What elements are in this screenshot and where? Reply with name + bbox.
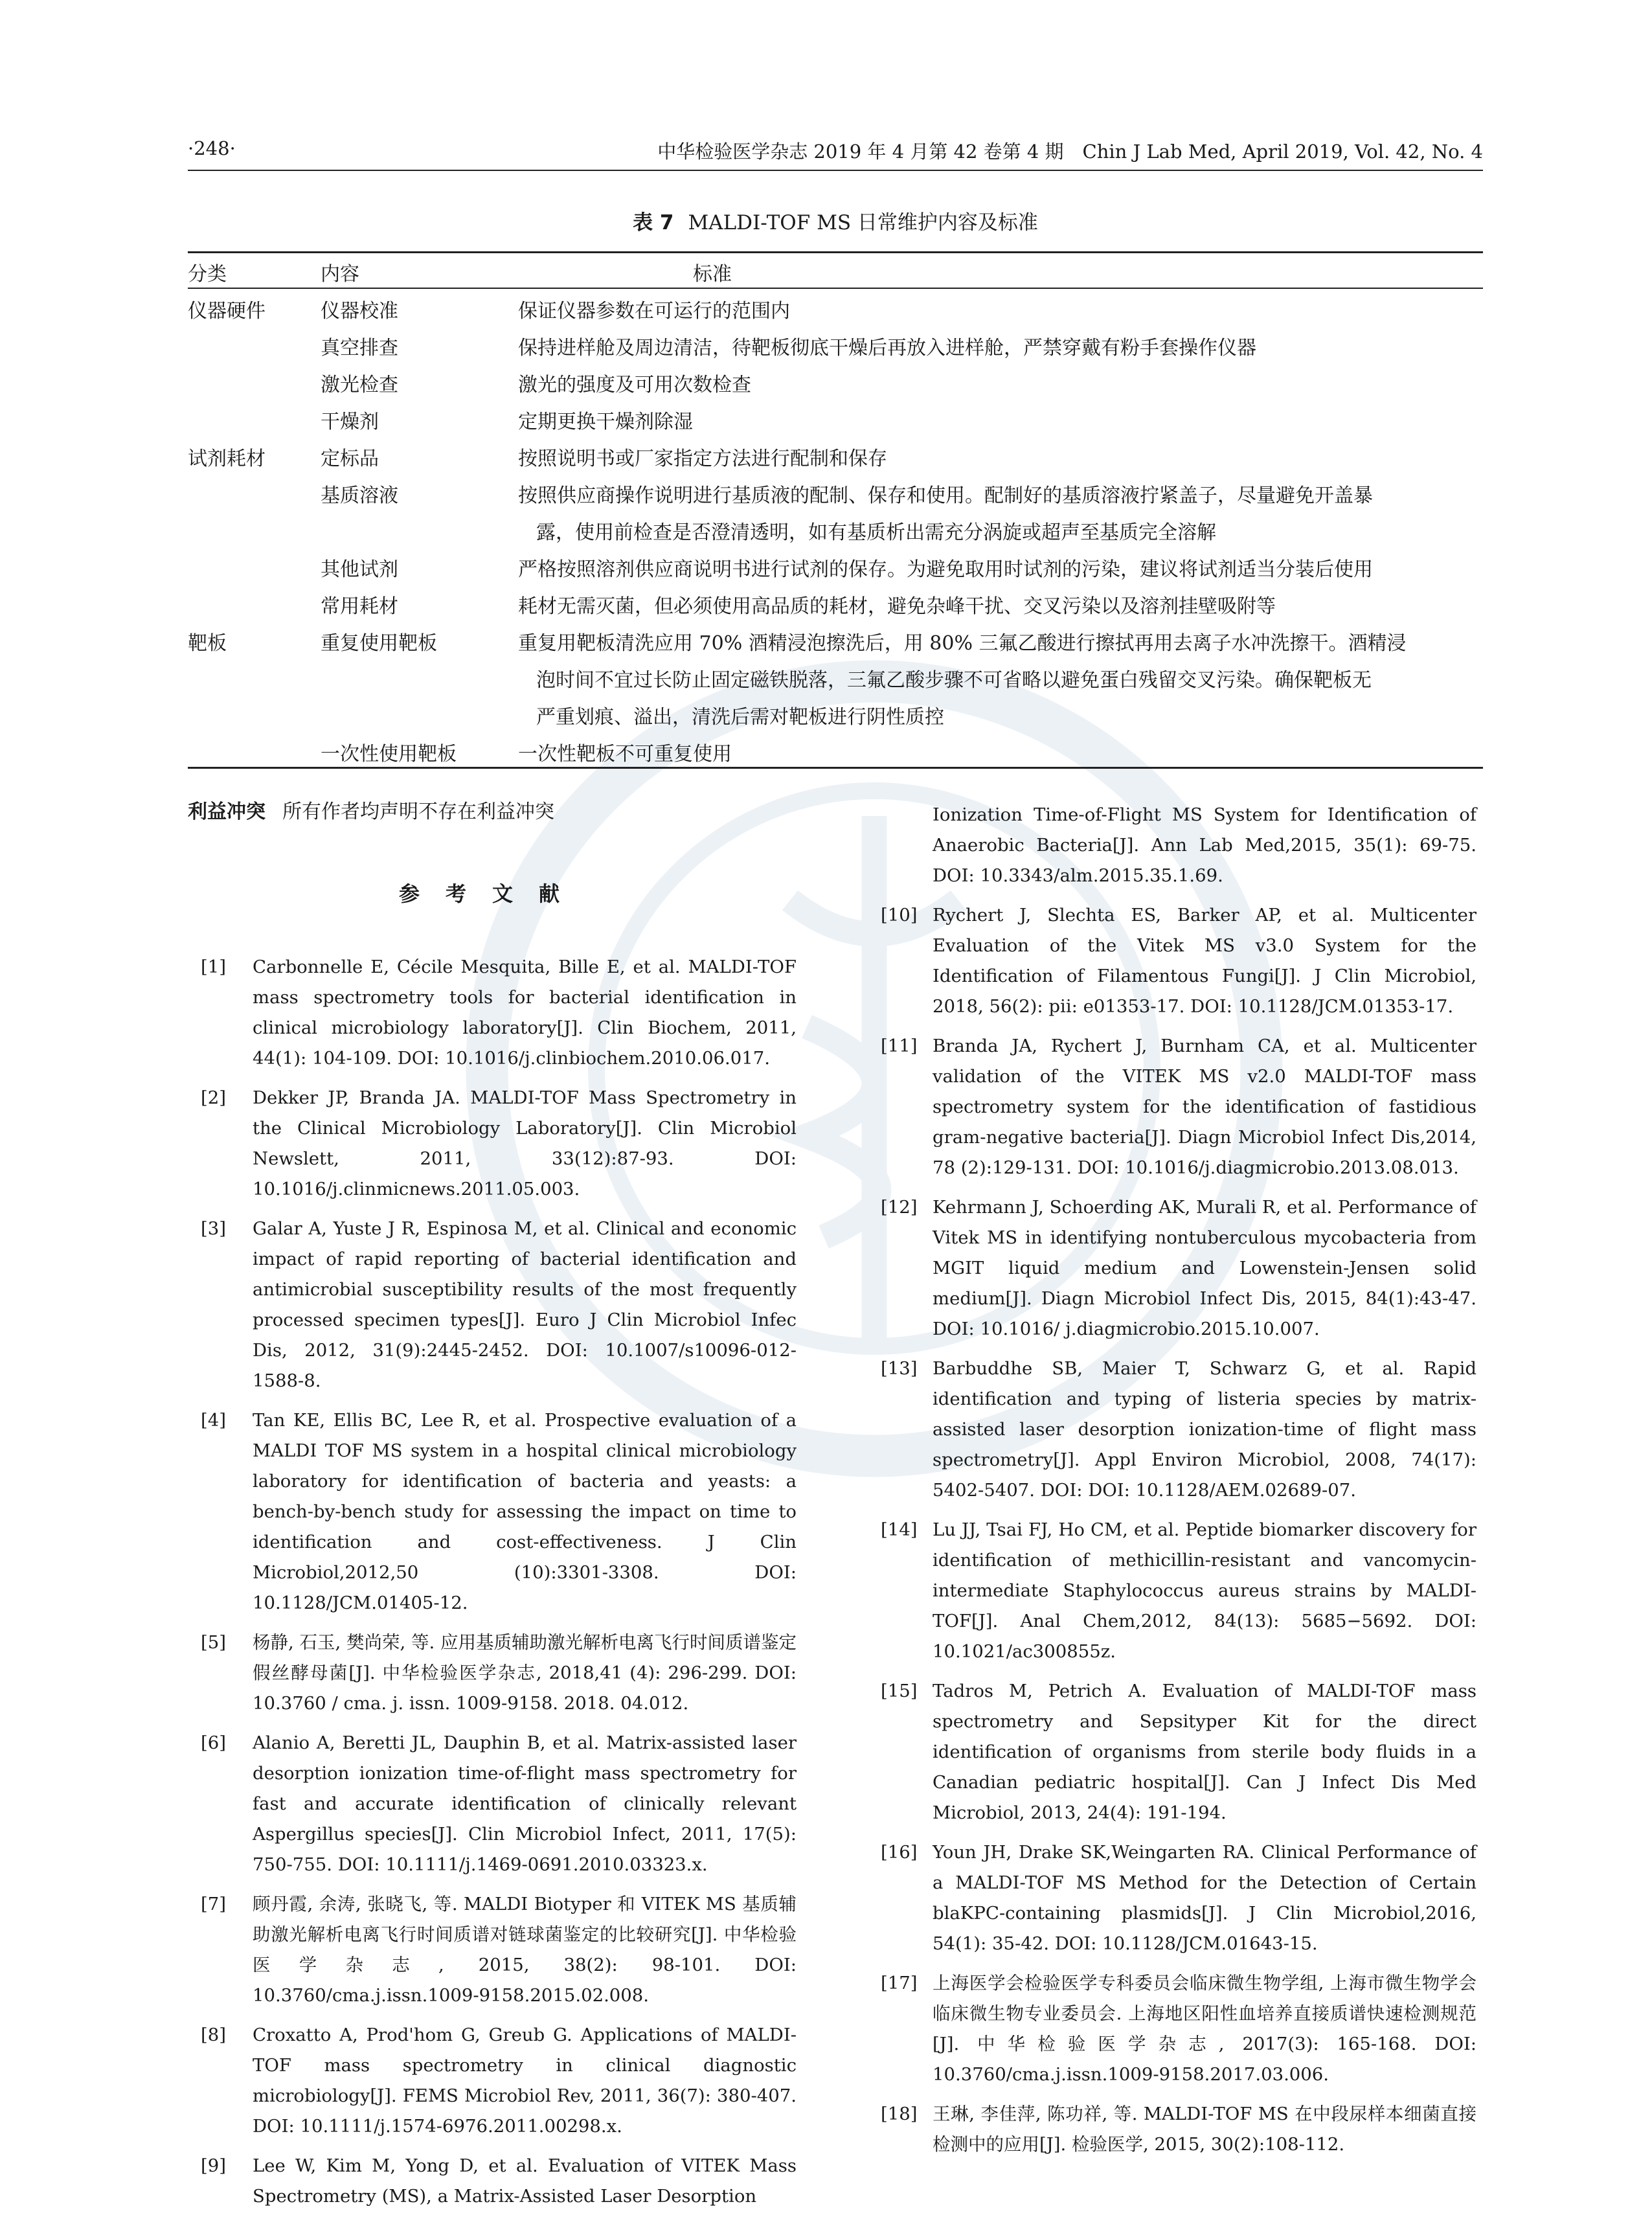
reference-number: [5] [201,1632,226,1653]
row-item: 干燥剂 [321,411,379,433]
table-number: 表 7 [633,211,674,234]
row-item: 真空排查 [321,337,398,359]
reference-number: [1] [201,957,226,977]
standard-line: 耗材无需灭菌，但必须使用高品质的耗材，避免杂峰干扰、交叉污染以及溶剂挂壁吸附等 [518,595,1276,618]
reference-text: Barbuddhe SB, Maier T, Schwarz G, et al. Rapid identification and typing of listeria species by matrix-assisted laser desorption ionization-time of flight mass spectrometry[J]. Appl Environ Microbiol, 2008, 74(17): 5402-5407. DOI: DOI: 10.1128/AEM.02689-07. [933,1358,1477,1501]
row-item: 重复使用靶板 [321,632,437,655]
table-row [188,293,1483,330]
reference-number: [15] [881,1681,918,1701]
reference-item [188,952,797,1074]
table-row [188,440,1483,477]
conflict-of-interest [188,795,554,824]
table-header-rule [188,288,1483,289]
standard-line: 保证仪器参数在可运行的范围内 [518,300,790,323]
table-row [188,403,1483,440]
reference-text: Lu JJ, Tsai FJ, Ho CM, et al. Peptide biomarker discovery for identification of methicillin-resistant and vancomycin-intermediate Staphylococcus aureus strains by MALDI-TOF[J]. Anal Chem,2012, 84(13): 5685−5692. DOI: 10.1021/ac300855z. [933,1519,1477,1662]
reference-item [188,2020,797,2142]
row-item: 激光检查 [321,374,398,396]
reference-item [868,1354,1477,1506]
standard-line: 按照说明书或厂家指定方法进行配制和保存 [518,448,887,470]
row-item: 仪器校准 [321,300,398,323]
reference-item [868,800,1477,891]
reference-item [188,1628,797,1719]
reference-item [188,1214,797,1396]
table-bottom-rule [188,767,1483,769]
references-heading: 参考文献 [398,881,585,906]
reference-number: [18] [881,2104,918,2124]
table-row [188,551,1483,588]
reference-item [868,1968,1477,2090]
row-item: 其他试剂 [321,558,398,581]
reference-item [188,1728,797,1880]
journal-citation: 中华检验医学杂志 2019 年 4 月第 42 卷第 4 期 Chin J Lab Med, April 2019, Vol. 42, No. 4 [657,141,1483,163]
reference-text: Galar A, Yuste J R, Espinosa M, et al. Clinical and economic impact of rapid reporting of bacterial identification and antimicrobial susceptibility results of the most frequently processed specimen types[J]. Euro J Clin Microbiol Infec Dis, 2012, 31(9):2445-2452. DOI: 10.1007/s10096-012-1588-8. [253,1218,797,1391]
reference-text: Youn JH, Drake SK,Weingarten RA. Clinical Performance of a MALDI-TOF MS Method for the Detection of Certain blaKPC-containing plasmids[J]. J Clin Microbiol,2016, 54(1): 35-42. DOI: 10.1128/JCM.01643-15. [933,1842,1477,1954]
reference-text: 顾丹霞, 余涛, 张晓飞, 等. MALDI Biotyper 和 VITEK MS 基质辅助激光解析电离飞行时间质谱对链球菌鉴定的比较研究[J]. 中华检验医学杂志, 2015, 38(2): 98-101. DOI: 10.3760/cma.j.issn.1009-9158.2015.02.008. [253,1894,797,2006]
table-top-rule [188,251,1483,253]
standard-line: 泡时间不宜过长防止固定磁铁脱落，三氟乙酸步骤不可省略以避免蛋白残留交叉污染。确保靶板无 [536,669,1372,692]
row-standard [518,551,1457,588]
reference-item [188,1405,797,1618]
table-body [188,293,1483,773]
reference-text: Rychert J, Slechta ES, Barker AP, et al. Multicenter Evaluation of the Vitek MS v3.0 System for the Identification of Filamentous Fungi[J]. J Clin Microbiol, 2018, 56(2): pii: e01353-17. DOI: 10.1128/JCM.01353-17. [933,905,1477,1017]
reference-item [188,2151,797,2212]
reference-text: 杨静, 石玉, 樊尚荣, 等. 应用基质辅助激光解析电离飞行时间质谱鉴定假丝酵母菌[J]. 中华检验医学杂志, 2018,41 (4): 296-299. DOI: 10.3760 / cma. j. issn. 1009-9158. 2018. 04.012. [253,1632,797,1714]
row-standard [518,625,1457,736]
standard-line: 一次性靶板不可重复使用 [518,743,732,766]
reference-text: Alanio A, Beretti JL, Dauphin B, et al. Matrix-assisted laser desorption ionization time-of-flight mass spectrometry for fast and accurate identification of clinically relevant Aspergillus species[J]. Clin Microbiol Infect, 2011, 17(5): 750-755. DOI: 10.1111/j.1469-0691.2010.03323.x. [253,1732,797,1875]
row-item: 常用耗材 [321,595,398,618]
row-standard [518,367,1457,403]
reference-text: Dekker JP, Branda JA. MALDI-TOF Mass Spectrometry in the Clinical Microbiology Laboratory[J]. Clin Microbiol Newslett, 2011, 33(12):87-93. DOI: 10.1016/j.clinmicnews.2011.05.003. [253,1087,797,1199]
reference-number: [3] [201,1218,226,1239]
reference-number: [4] [201,1410,226,1431]
reference-item [188,1083,797,1205]
table-caption [188,206,1483,235]
reference-item [868,1192,1477,1345]
table-row [188,477,1483,551]
row-category: 仪器硬件 [188,300,266,323]
reference-text: Croxatto A, Prod'hom G, Greub G. Applications of MALDI-TOF mass spectrometry in clinical diagnostic microbiology[J]. FEMS Microbiol Rev, 2011, 36(7): 380-407. DOI: 10.1111/j.1574-6976.2011.00298.x. [253,2025,797,2137]
header-category: 分类 [188,263,227,286]
reference-number: [14] [881,1519,918,1540]
table-header-row [188,258,1483,286]
references-right-column [868,800,1477,2169]
page-number: ·248· [188,137,236,159]
reference-item [868,900,1477,1022]
reference-text: Ionization Time-of-Flight MS System for Identification of Anaerobic Bacteria[J]. Ann Lab Med,2015, 35(1): 69-75. DOI: 10.3343/alm.2015.35.1.69. [933,804,1477,886]
reference-item [868,1676,1477,1828]
reference-text: Branda JA, Rychert J, Burnham CA, et al. Multicenter validation of the VITEK MS v2.0 MALDI-TOF mass spectrometry system for the identification of fastidious gram-negative bacteria[J]. Diagn Microbiol Infect Dis,2014, 78 (2):129-131. DOI: 10.1016/j.diagmicrobio.2013.08.013. [933,1036,1477,1178]
reference-text: Kehrmann J, Schoerding AK, Murali R, et al. Performance of Vitek MS in identifying nontuberculous mycobacteria from MGIT liquid medium and Lowenstein-Jensen solid medium[J]. Diagn Microbiol Infect Dis, 2015, 84(1):43-47. DOI: 10.1016/ j.diagmicrobio.2015.10.007. [933,1197,1477,1339]
standard-line: 定期更换干燥剂除湿 [518,411,693,433]
standard-line: 重复用靶板清洗应用 70% 酒精浸泡擦洗后，用 80% 三氟乙酸进行擦拭再用去离子水冲洗擦干。酒精浸 [518,632,1407,655]
conflict-text: 所有作者均声明不存在利益冲突 [282,801,554,823]
reference-item [868,1515,1477,1667]
reference-number: [17] [881,1973,918,1993]
row-standard [518,588,1457,625]
standard-line: 严重划痕、溢出，清洗后需对靶板进行阴性质控 [536,706,944,729]
row-standard [518,293,1457,330]
reference-text: Tan KE, Ellis BC, Lee R, et al. Prospective evaluation of a MALDI TOF MS system in a hospital clinical microbiology laboratory for identification of bacteria and yeasts: a bench-by-bench study for assessing the impact on time to identification and cost-effectiveness. J Clin Microbiol,2012,50 (10):3301-3308. DOI: 10.1128/JCM.01405-12. [253,1410,797,1613]
standard-line: 严格按照溶剂供应商说明书进行试剂的保存。为避免取用时试剂的污染，建议将试剂适当分装后使用 [518,558,1373,581]
reference-number: [12] [881,1197,918,1218]
header-rule [188,170,1483,171]
reference-number: [13] [881,1358,918,1379]
reference-item [868,2099,1477,2160]
header-standard: 标准 [693,263,732,286]
running-header [188,137,1483,168]
reference-item [868,1837,1477,1959]
header-item: 内容 [321,263,359,286]
row-item: 定标品 [321,448,379,470]
reference-number: [11] [881,1036,918,1056]
table-row [188,367,1483,403]
reference-number: [6] [201,1732,226,1753]
reference-number: [10] [881,905,918,926]
standard-line: 保持进样舱及周边清洁，待靶板彻底干燥后再放入进样舱，严禁穿戴有粉手套操作仪器 [518,337,1256,359]
table-row [188,625,1483,736]
references-left-column [188,952,797,2221]
table-row [188,330,1483,367]
row-category: 试剂耗材 [188,448,266,470]
row-item: 一次性使用靶板 [321,743,457,766]
row-standard [518,330,1457,367]
standard-line: 露，使用前检查是否澄清透明，如有基质析出需充分涡旋或超声至基质完全溶解 [536,521,1216,544]
standard-line: 按照供应商操作说明进行基质液的配制、保存和使用。配制好的基质溶液拧紧盖子，尽量避免开盖暴 [518,484,1373,507]
reference-text: Carbonnelle E, Cécile Mesquita, Bille E, et al. MALDI-TOF mass spectrometry tools for bacterial identification in clinical microbiology laboratory[J]. Clin Biochem, 2011, 44(1): 104-109. DOI: 10.1016/j.clinbiochem.2010.06.017. [253,957,797,1069]
reference-item [188,1889,797,2011]
reference-number: [9] [201,2155,226,2176]
row-category: 靶板 [188,632,227,655]
reference-text: Tadros M, Petrich A. Evaluation of MALDI-TOF mass spectrometry and Sepsityper Kit for the direct identification of organisms from sterile body fluids in a Canadian pediatric hospital[J]. Can J Infect Dis Med Microbiol, 2013, 24(4): 191-194. [933,1681,1477,1823]
table-row [188,588,1483,625]
reference-number: [2] [201,1087,226,1108]
reference-number: [16] [881,1842,918,1863]
table-title: MALDI-TOF MS 日常维护内容及标准 [688,211,1038,234]
reference-item [868,1031,1477,1183]
row-item: 基质溶液 [321,484,398,507]
conflict-label: 利益冲突 [188,801,266,823]
reference-text: 上海医学会检验医学专科委员会临床微生物学组, 上海市微生物学会临床微生物专业委员会. 上海地区阳性血培养直接质谱快速检测规范[J]. 中华检验医学杂志, 2017(3): 165-168. DOI: 10.3760/cma.j.issn.1009-9158.2017.03.006. [933,1973,1477,2085]
row-standard [518,403,1457,440]
standard-line: 激光的强度及可用次数检查 [518,374,751,396]
reference-text: Lee W, Kim M, Yong D, et al. Evaluation of VITEK Mass Spectrometry (MS), a Matrix-Assisted Laser Desorption [253,2155,797,2207]
reference-number: [7] [201,1894,226,1914]
reference-text: 王琳, 李佳萍, 陈功祥, 等. MALDI-TOF MS 在中段尿样本细菌直接检测中的应用[J]. 检验医学, 2015, 30(2):108-112. [933,2104,1477,2155]
row-standard [518,440,1457,477]
row-standard [518,477,1457,551]
reference-number: [8] [201,2025,226,2045]
